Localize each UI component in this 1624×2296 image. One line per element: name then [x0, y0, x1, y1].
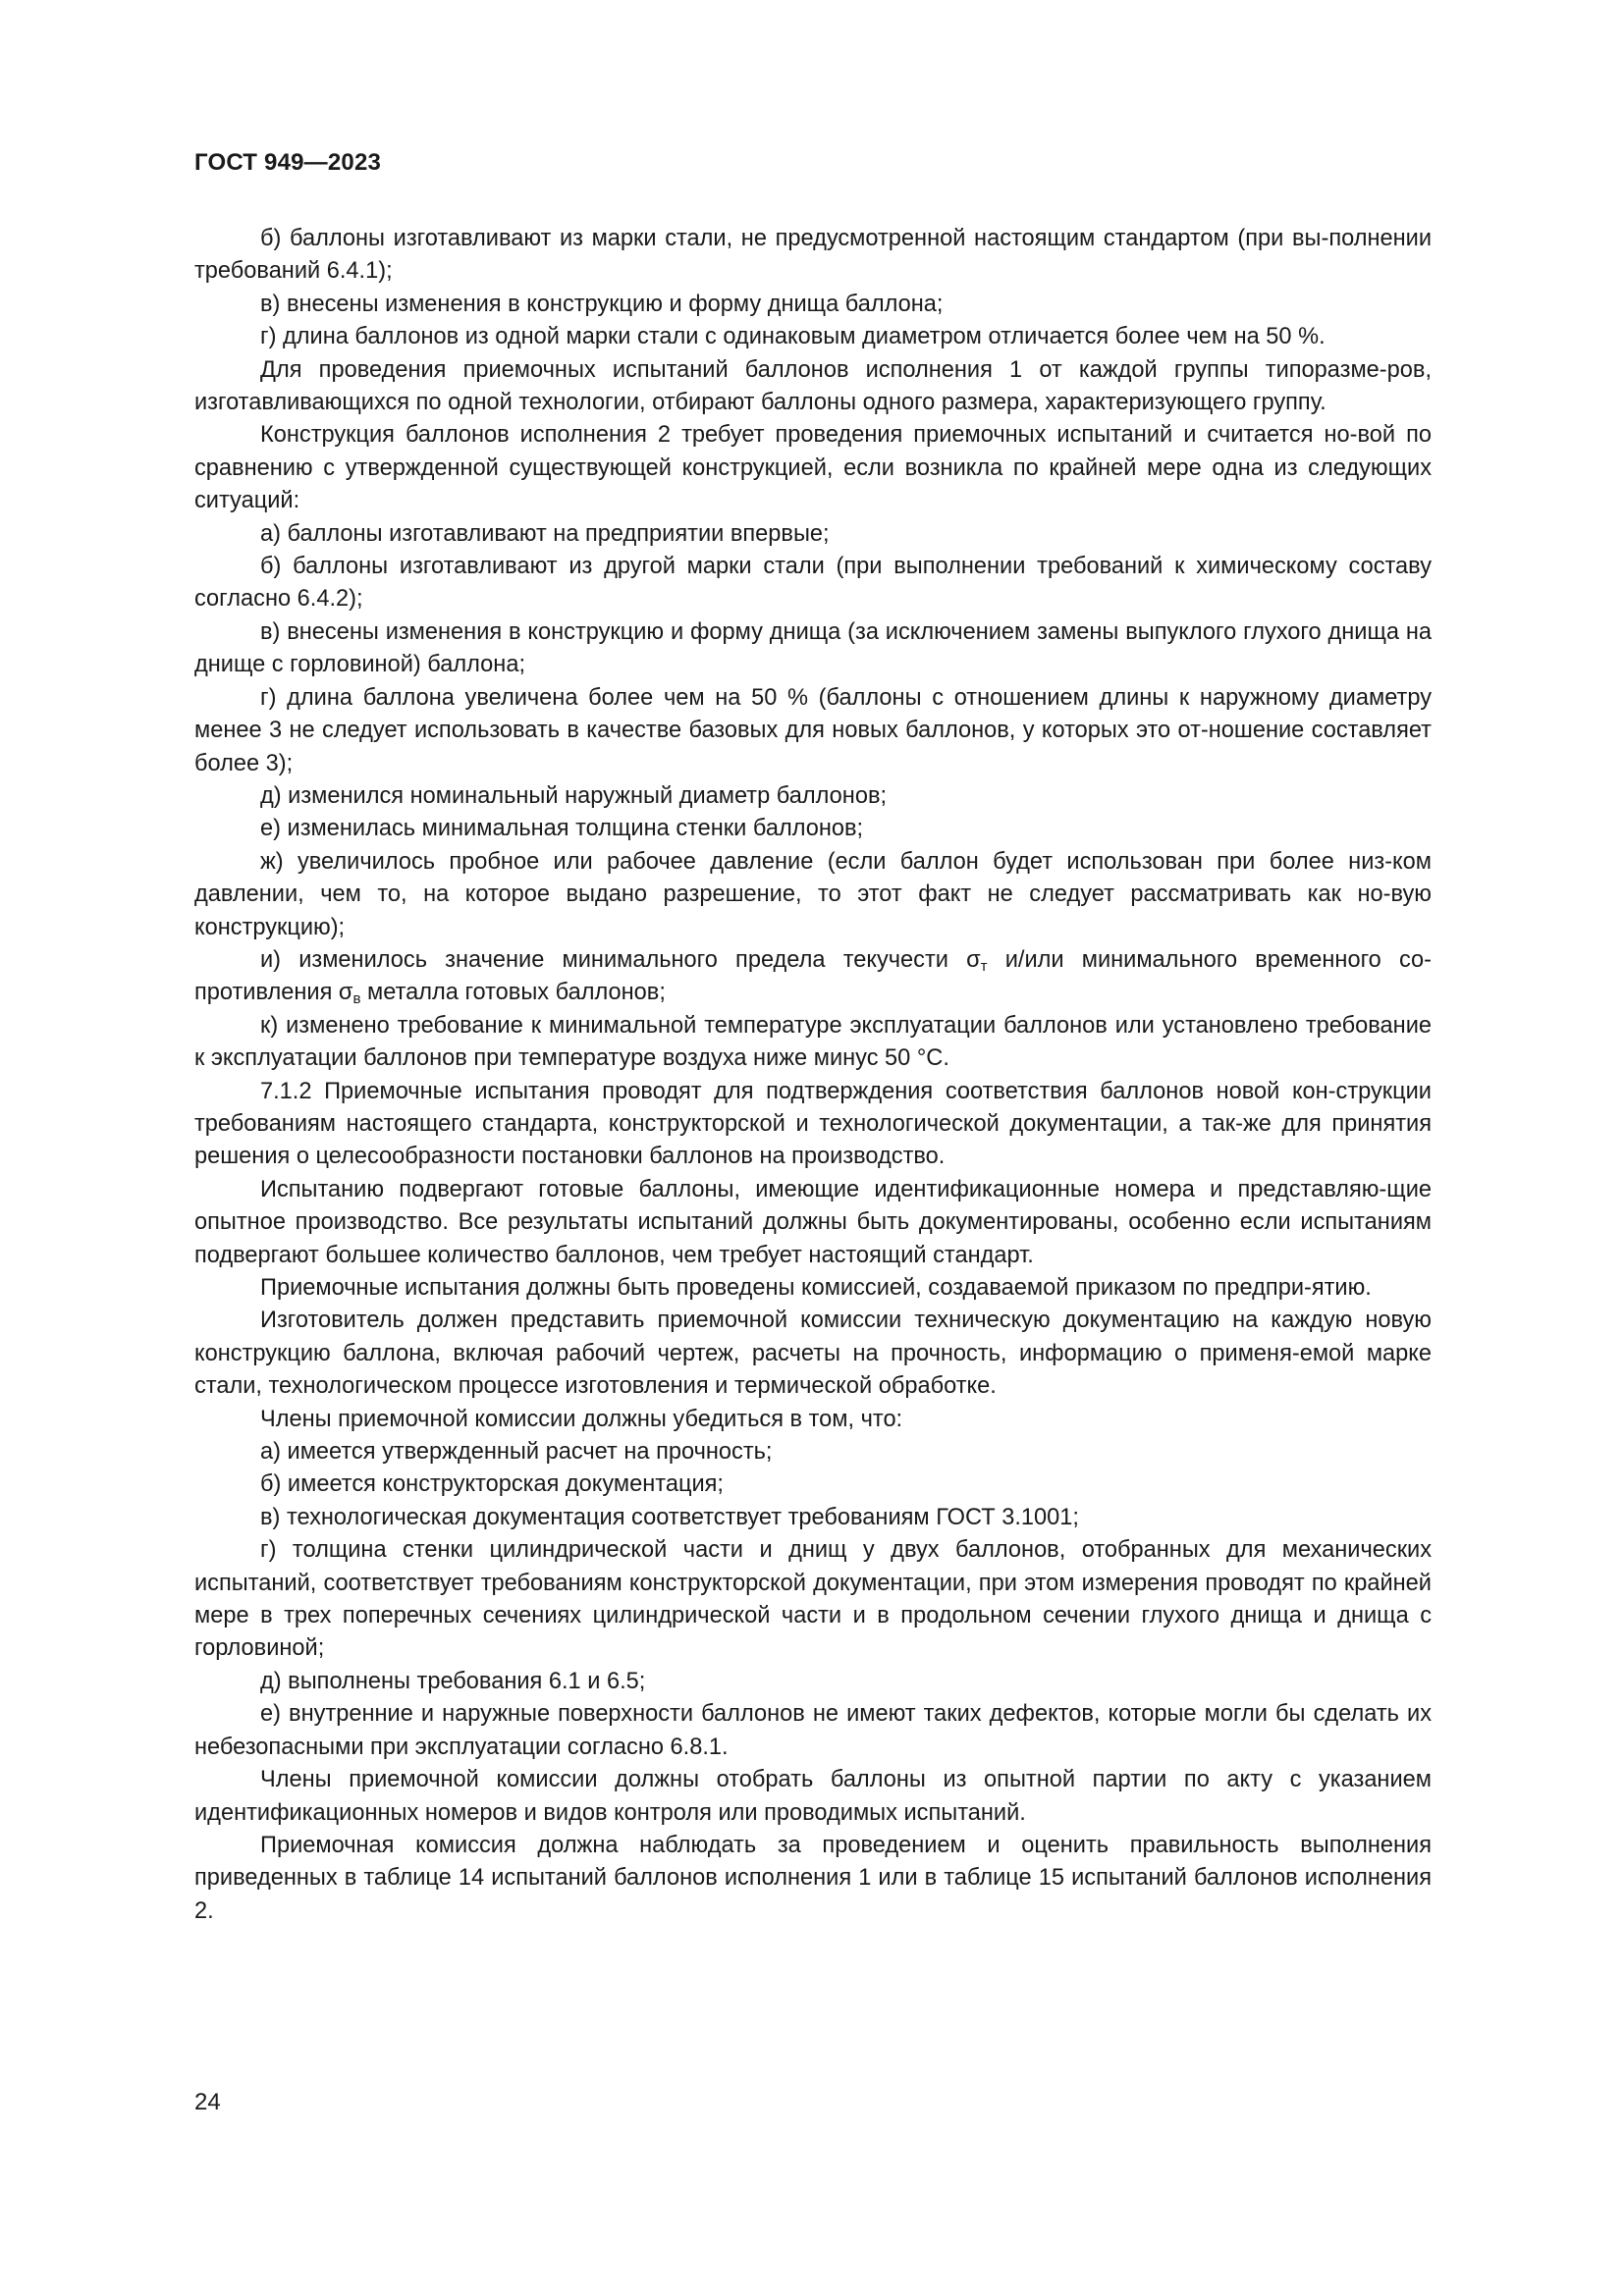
paragraph: Испытанию подвергают готовые баллоны, имеющие идентификационные номера и представляю-щие опытное производство. Все результаты испытаний должны быть документированы, особенно если испытаниям подвергают большее количество баллонов, чем требует настоящий стандарт. [194, 1176, 1432, 1268]
paragraph: 7.1.2 Приемочные испытания проводят для подтверждения соответствия баллонов новой кон-струкции требованиям настоящего стандарта, конструкторской и технологической документации, а так-же для принятия решения о целесообразности постановки баллонов на производство. [194, 1078, 1432, 1170]
paragraph: Члены приемочной комиссии должны отобрать баллоны из опытной партии по акту с указанием идентификационных номеров и видов контроля или проводимых испытаний. [194, 1767, 1432, 1826]
document-header: ГОСТ 949—2023 [194, 149, 382, 176]
paragraph: Конструкция баллонов исполнения 2 требует проведения приемочных испытаний и считается но-вой по сравнению с утвержденной существующей конструкцией, если возникла по крайней мере одна из следующих ситуаций: [194, 422, 1432, 514]
paragraph: б) имеется конструкторская документация; [260, 1471, 724, 1498]
paragraph: Члены приемочной комиссии должны убедиться в том, что: [260, 1406, 903, 1432]
paragraph: б) баллоны изготавливают из другой марки стали (при выполнении требований к химическому составу согласно 6.4.2); [194, 554, 1432, 613]
paragraph: в) технологическая документация соответствует требованиям ГОСТ 3.1001; [260, 1504, 1079, 1530]
subscript-t: т [980, 957, 988, 975]
page-number: 24 [194, 2089, 221, 2115]
paragraph: е) изменилась минимальная толщина стенки баллонов; [260, 816, 864, 842]
text-run: металла готовых баллонов; [360, 980, 666, 1006]
paragraph: Приемочная комиссия должна наблюдать за проведением и оценить правильность выполнения приведенных в таблице 14 испытаний баллонов исполнения 1 или в таблице 15 испытаний баллонов исполнения 2. [194, 1832, 1432, 1924]
text-run: и/или минимального временного со-противления σ [194, 946, 1432, 1006]
paragraph-with-subscripts [194, 944, 1432, 1010]
paragraph: е) внутренние и наружные поверхности баллонов не имеют таких дефектов, которые могли бы сделать их небезопасными при эксплуатации согласно 6.8.1. [194, 1701, 1432, 1760]
paragraph: г) толщина стенки цилиндрической части и днищ у двух баллонов, отобранных для механических испытаний, соответствует требованиям конструкторской документации, при этом измерения проводят по крайней мере в трех поперечных сечениях цилиндрической части и в продольном сечении глухого днища и днища с горловиной; [194, 1537, 1432, 1662]
paragraph: г) длина баллонов из одной марки стали с одинаковым диаметром отличается более чем на 50 %. [260, 324, 1326, 350]
paragraph: д) изменился номинальный наружный диаметр баллонов; [260, 782, 888, 809]
paragraph: д) выполнены требования 6.1 и 6.5; [260, 1668, 646, 1694]
paragraph: б) баллоны изготавливают из марки стали, не предусмотренной настоящим стандартом (при вы-полнении требований 6.4.1); [194, 226, 1432, 285]
paragraph: к) изменено требование к минимальной температуре эксплуатации баллонов или установлено требование к эксплуатации баллонов при температуре воздуха ниже минус 50 °С. [194, 1012, 1432, 1072]
subscript-v: в [352, 990, 361, 1008]
paragraph: Приемочные испытания должны быть проведены комиссией, создаваемой приказом по предпри-ятию. [260, 1275, 1372, 1301]
paragraph: в) внесены изменения в конструкцию и форму днища (за исключением замены выпуклого глухого днища на днище с горловиной) баллона; [194, 618, 1432, 678]
paragraph: Изготовитель должен представить приемочной комиссии техническую документацию на каждую новую конструкцию баллона, включая рабочий чертеж, расчеты на прочность, информацию о применя-емой марке стали, технологическом процессе изготовления и термической обработке. [194, 1308, 1432, 1400]
document-body [194, 223, 1432, 1928]
paragraph: ж) увеличилось пробное или рабочее давление (если баллон будет использован при более низ-ком давлении, чем то, на которое выдано разрешение, то этот факт не следует рассматривать как но-вую конструкцию); [194, 848, 1432, 940]
paragraph: в) внесены изменения в конструкцию и форму днища баллона; [260, 291, 944, 317]
paragraph: Для проведения приемочных испытаний баллонов исполнения 1 от каждой группы типоразме-ров, изготавливающихся по одной технологии, отбирают баллоны одного размера, характеризующего группу. [194, 356, 1432, 416]
text-run: и) изменилось значение минимального предела текучести σ [260, 946, 981, 973]
paragraph: а) имеется утвержденный расчет на прочность; [260, 1439, 773, 1466]
paragraph: а) баллоны изготавливают на предприятии впервые; [260, 520, 830, 547]
paragraph: г) длина баллона увеличена более чем на 50 % (баллоны с отношением длины к наружному диаметру менее 3 не следует использовать в качестве базовых для новых баллонов, у которых это от-ношение составляет более 3); [194, 684, 1432, 776]
